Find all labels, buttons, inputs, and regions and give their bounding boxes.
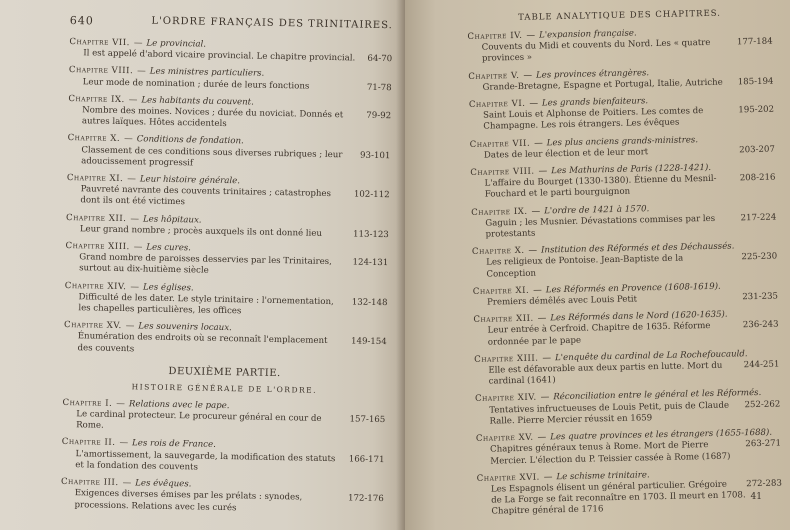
chapter-number: Chapitre XII. <box>473 313 534 326</box>
dash: — <box>531 206 541 217</box>
description-text: Tentatives infructueuses de Louis Petit, puis de Claude Ralle. Pierre Mercier réussit en 1659 <box>489 400 730 427</box>
toc-entry <box>472 241 778 281</box>
dash: — <box>538 166 548 177</box>
chapter-title: Les habitants du couvent. <box>141 95 254 108</box>
chapter-title: Les quatre provinces et les étrangers (1655-1688). <box>550 427 773 443</box>
page-range: 272-283 <box>746 478 783 490</box>
toc-entry <box>68 94 392 134</box>
chapter-title: Les plus anciens grands-ministres. <box>546 134 699 148</box>
chapter-description <box>61 449 384 478</box>
chapter-description <box>65 252 388 281</box>
chapter-number: Chapitre VIII. <box>68 65 134 77</box>
chapter-number: Chapitre VIII. <box>470 166 535 178</box>
description-text: L'amortissement, la sauvegarde, la modification des statuts et la fondation des couvents <box>75 448 336 473</box>
description-text: Gaguin ; les Musnier. Dévastations commises par les protestants <box>485 213 716 240</box>
chapter-number: Chapitre XVI. <box>476 472 540 484</box>
right-running-title: TABLE ANALYTIQUE DES CHAPITRES. <box>518 8 722 23</box>
chapter-number: Chapitre XV. <box>63 320 122 332</box>
description-text: Exigences diverses émises par les prélats : synodes, processions. Relations avec les curés <box>74 488 303 513</box>
chapter-description <box>64 292 387 321</box>
left-running-head <box>70 14 393 33</box>
dash: — <box>537 313 547 324</box>
page-range: 263-271 <box>745 438 782 450</box>
description-text: Premiers démêlés avec Louis Petit <box>486 294 638 308</box>
dash: — <box>543 472 553 483</box>
chapter-title: Les grands bienfaiteurs. <box>541 96 649 109</box>
dash: — <box>128 94 138 106</box>
chapter-description <box>60 488 383 517</box>
toc-entry <box>468 65 773 94</box>
chapter-description <box>63 331 386 360</box>
page-range: 177-184 <box>736 36 773 48</box>
toc-entry <box>477 467 783 518</box>
page-range: 149-154 <box>350 336 387 348</box>
dash: — <box>119 438 129 449</box>
chapter-description <box>68 105 391 134</box>
dash: — <box>542 353 552 364</box>
left-entries <box>63 37 392 360</box>
dash: — <box>540 392 550 404</box>
chapter-number: Chapitre XIII. <box>474 353 539 365</box>
chapter-number: Chapitre XI. <box>472 285 530 297</box>
page-range: 208-216 <box>739 172 776 184</box>
chapter-number: Chapitre X. <box>471 246 525 258</box>
toc-entry <box>474 348 780 388</box>
dash: — <box>124 134 133 145</box>
description-text: Dates de leur élection et de leur mort <box>483 147 649 161</box>
chapter-number: Chapitre XIII. <box>65 241 130 253</box>
page-range: 64-70 <box>367 53 393 65</box>
toc-entry <box>66 173 390 213</box>
chapter-number: Chapitre V. <box>468 70 520 82</box>
right-page-content <box>467 8 782 519</box>
description-text: Chapitres généraux tenus à Rome. Mort de Pierre Mercier. L'élection du P. Teissier cassée à Rome (1687) <box>490 440 731 467</box>
dash: — <box>130 281 140 293</box>
toc-entry <box>63 320 387 360</box>
toc-entry <box>69 37 392 66</box>
description-text: Le cardinal protecteur. Le procureur général en cour de Rome. <box>76 409 322 432</box>
page-range: 236-243 <box>742 320 779 331</box>
toc-entry <box>476 428 782 468</box>
description-text: Grande-Bretagne, Espagne et Portugal, Italie, Autriche <box>482 77 723 93</box>
description-text: Il est appelé d'abord vicaire provincial. Le chapitre provincial. <box>83 48 356 64</box>
description-text: Les Espagnols élisent un général particulier. Grégoire de La Forge se fait reconnaître en 1703. Il meurt en 1708. Chapitre général de 1716 <box>490 479 746 517</box>
description-text: Couvents du Midi et couvents du Nord. Les « quatre provinces » <box>481 38 711 65</box>
chapter-title: L'enquête du cardinal de La Rochefoucauld. <box>554 349 748 364</box>
chapter-title: Les évêques. <box>135 478 192 490</box>
description-text: Les religieux de Pontoise. Jean-Baptiste de la Conception <box>486 253 684 280</box>
chapter-number: Chapitre VII. <box>469 138 531 150</box>
page-range: 185-194 <box>737 76 774 88</box>
page-range: 93-101 <box>359 150 391 161</box>
folio-number: 41 <box>750 492 762 502</box>
description-text: Pauvreté navrante des couvents trinitaires ; catastrophes dont ils ont été victimes <box>80 184 332 208</box>
toc-entry <box>475 388 781 428</box>
toc-entry <box>469 94 775 134</box>
dash: — <box>529 98 539 109</box>
left-page-content <box>60 14 392 517</box>
toc-entry <box>62 398 386 438</box>
description-text: Elle est défavorable aux deux partis en lutte. Mort du cardinal (1641) <box>488 360 723 387</box>
chapter-number: Chapitre II. <box>61 437 116 449</box>
dash: — <box>133 242 143 253</box>
dash: — <box>528 245 538 257</box>
chapter-title: Conditions de fondation. <box>136 134 244 147</box>
chapter-number: Chapitre I. <box>62 397 113 409</box>
page-range: 113-123 <box>353 229 389 241</box>
chapter-number: Chapitre IX. <box>471 206 528 218</box>
chapter-number: Chapitre VII. <box>69 36 130 49</box>
page-range: 252-262 <box>744 399 781 410</box>
dash: — <box>537 432 547 443</box>
description-text: L'affaire du Bourget (1330-1380). Étienne du Mesnil-Fouchard et le parti bourguignon <box>484 174 717 201</box>
chapter-description <box>474 320 779 349</box>
dash: — <box>133 38 143 49</box>
description-text: Difficulté de les dater. Le style trinitaire : l'ornementation, les chapelles particulières, les offices <box>78 292 334 317</box>
chapter-title: Réconciliation entre le général et les Réformés. <box>553 388 762 403</box>
chapter-title: Relations avec le pape. <box>128 399 230 412</box>
chapter-number: Chapitre XI. <box>66 173 124 185</box>
chapter-title: Les ministres particuliers. <box>149 66 265 80</box>
dash: — <box>534 138 543 149</box>
chapter-title: Les Réformés dans le Nord (1620-1635). <box>550 309 728 324</box>
description-text: Leur entrée à Cerfroid. Chapitre de 1635. Réforme ordonnée par le pape <box>487 321 711 348</box>
description-text: Nombre des moines. Novices ; durée du noviciat. Donnés et autres laïques. Hôtes accidentels <box>81 105 344 130</box>
chapter-title: Les églises. <box>142 282 194 294</box>
chapter-title: Institution des Réformés et des Déchaussés. <box>540 241 735 256</box>
toc-entry <box>60 477 384 517</box>
toc-entry <box>66 213 389 242</box>
page-range: 244-251 <box>743 359 780 371</box>
chapter-title: L'ordre de 1421 à 1570. <box>544 203 650 217</box>
right-page <box>405 0 790 530</box>
chapter-number: Chapitre IX. <box>68 93 125 105</box>
chapter-title: Les Mathurins de Paris (1228-1421). <box>551 162 712 177</box>
toc-entry <box>470 133 775 162</box>
toc-entry <box>473 309 779 349</box>
toc-entry <box>65 241 389 281</box>
page-range: 79-92 <box>366 110 392 122</box>
page-range: 203-207 <box>739 144 776 156</box>
chapter-description <box>477 478 783 518</box>
description-text: Grand nombre de paroisses desservies par les Trinitaires, surtout au dix-huitième siècle <box>79 252 332 277</box>
chapter-number: Chapitre XII. <box>65 212 127 224</box>
toc-entry <box>473 280 778 309</box>
chapter-title: Le provincial. <box>146 38 207 50</box>
page-range: 157-165 <box>349 414 386 426</box>
description-text: Leur grand nombre ; procès auxquels ils ont donné lieu <box>79 224 323 239</box>
chapter-number: Chapitre XIV. <box>474 393 537 405</box>
toc-entry <box>470 162 776 202</box>
dash: — <box>130 213 140 225</box>
chapter-title: Leur histoire générale. <box>139 174 241 187</box>
chapter-description <box>62 409 385 438</box>
running-title: L'ORDRE FRANÇAIS DES TRINITAIRES. <box>151 15 393 32</box>
chapter-title: Le schisme trinitaire. <box>556 469 650 482</box>
page-range: 172-176 <box>347 493 384 505</box>
right-entries <box>467 26 782 519</box>
chapter-title: L'expansion française. <box>538 28 637 41</box>
chapter-title: Les souvenirs locaux. <box>138 321 232 334</box>
toc-entry <box>67 133 391 173</box>
toc-entry <box>471 201 777 241</box>
part-entries <box>60 398 385 517</box>
dash: — <box>122 478 132 489</box>
page-range: 225-230 <box>741 252 778 263</box>
chapter-title: Les provinces étrangères. <box>535 67 650 81</box>
dash: — <box>523 70 533 81</box>
dash: — <box>533 285 542 296</box>
description-text: Classement de ces conditions sous diverses rubriques ; leur adoucissement progressif <box>81 144 343 169</box>
toc-entry <box>61 437 385 477</box>
dash: — <box>137 66 146 77</box>
chapter-number: Chapitre VI. <box>468 98 526 110</box>
chapter-title: Les rois de France. <box>131 438 216 451</box>
page-range: 217-224 <box>740 212 777 224</box>
page-range: 71-78 <box>366 82 392 93</box>
chapter-description <box>470 173 775 202</box>
description-text: Saint Louis et Alphonse de Poitiers. Les comtes de Champagne. Les rois étrangers. Les évêques <box>483 106 704 133</box>
part-subtitle: HISTOIRE GÉNÉRALE DE L'ORDRE. <box>131 382 318 395</box>
dash: — <box>125 321 135 332</box>
dash: — <box>116 398 126 410</box>
chapter-number: Chapitre XIV. <box>64 280 127 292</box>
description-text: Énumération des endroits où se reconnaît l'emplacement des couvents <box>77 331 328 354</box>
page-range: 102-112 <box>353 189 390 201</box>
page-range: 166-171 <box>348 454 385 465</box>
toc-entry <box>69 65 392 94</box>
dash: — <box>526 30 536 41</box>
page-range: 124-131 <box>352 257 389 269</box>
dash: — <box>127 174 136 185</box>
page-number: 640 <box>69 14 94 28</box>
chapter-description <box>66 184 389 213</box>
chapter-number: Chapitre III. <box>60 477 119 489</box>
page-range: 132-148 <box>351 297 388 309</box>
toc-entry <box>64 281 388 321</box>
chapter-number: Chapitre IV. <box>467 30 523 42</box>
chapter-number: Chapitre XV. <box>475 432 534 444</box>
chapter-number: Chapitre X. <box>67 133 121 145</box>
chapter-description <box>67 145 390 174</box>
part-title: DEUXIÈME PARTIE. <box>168 365 281 379</box>
chapter-description <box>476 439 781 468</box>
chapter-title: Les cures. <box>146 242 192 254</box>
toc-entry <box>467 26 773 66</box>
description-text: Leur mode de nomination ; durée de leurs fonctions <box>82 76 310 92</box>
chapter-title: Les Réformés en Provence (1608-1619). <box>545 281 721 296</box>
chapter-title: Les hôpitaux. <box>142 214 202 226</box>
page-range: 231-235 <box>742 291 779 303</box>
page-range: 195-202 <box>738 104 775 116</box>
